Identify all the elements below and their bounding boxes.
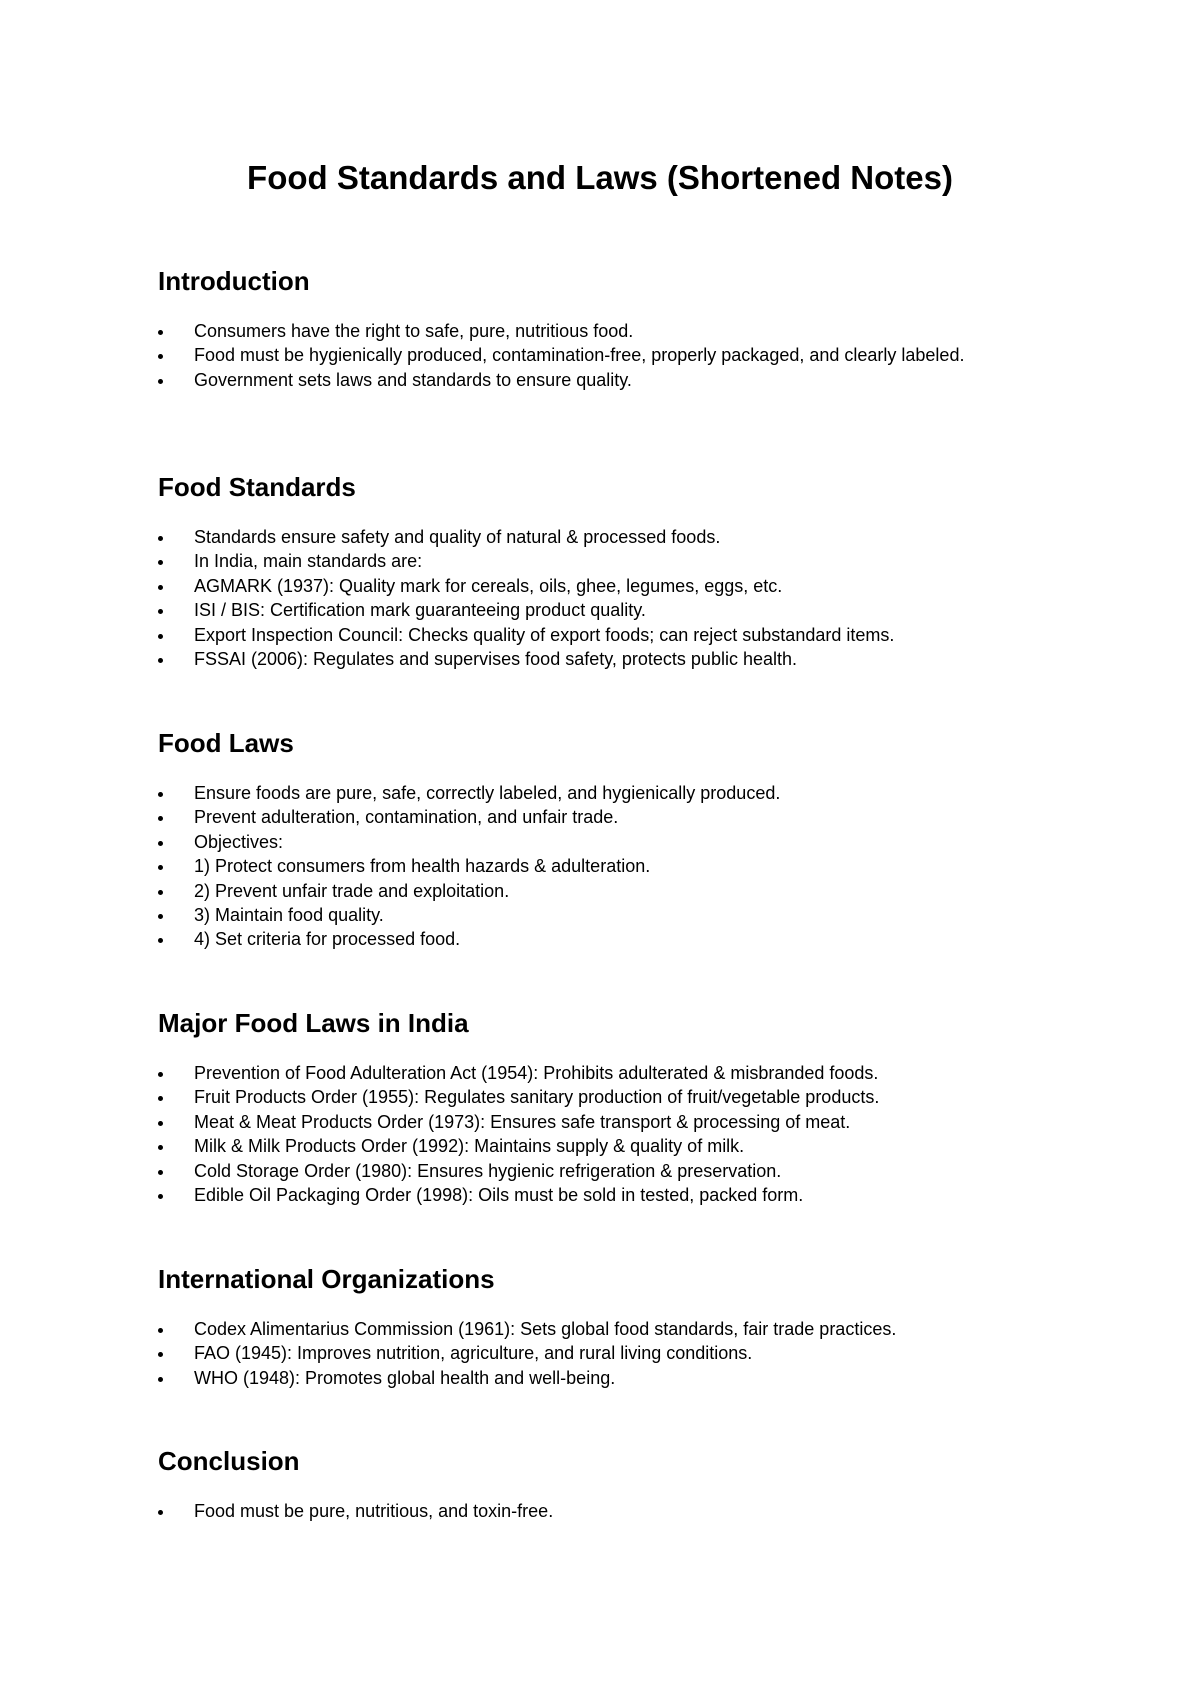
bullet-list [158,781,1058,952]
list-item: Government sets laws and standards to ensure quality. [158,368,1058,392]
bullet-icon [158,536,163,541]
bullet-icon [158,658,163,663]
page-title: Food Standards and Laws (Shortened Notes) [247,159,953,196]
list-item: Ensure foods are pure, safe, correctly labeled, and hygienically produced. [158,781,1058,805]
list-item: WHO (1948): Promotes global health and well-being. [158,1366,1058,1390]
section-heading: Major Food Laws in India [158,1008,469,1038]
bullet-icon [158,816,163,821]
bullet-icon [158,1510,163,1515]
bullet-icon [158,1145,163,1150]
bullet-icon [158,634,163,639]
list-item: Milk & Milk Products Order (1992): Maintains supply & quality of milk. [158,1134,1058,1158]
bullet-icon [158,379,163,384]
list-item: Meat & Meat Products Order (1973): Ensures safe transport & processing of meat. [158,1110,1058,1134]
list-item: FSSAI (2006): Regulates and supervises food safety, protects public health. [158,647,1058,671]
bullet-icon [158,792,163,797]
bullet-icon [158,1170,163,1175]
bullet-icon [158,938,163,943]
section-heading: Food Laws [158,728,294,758]
list-item: AGMARK (1937): Quality mark for cereals, oils, ghee, legumes, eggs, etc. [158,574,1058,598]
list-item: ISI / BIS: Certification mark guaranteeing product quality. [158,598,1058,622]
section-heading: Food Standards [158,472,356,502]
bullet-icon [158,914,163,919]
list-item: Objectives: [158,830,1058,854]
bullet-list [158,1317,1058,1390]
section-food-standards [158,471,1058,671]
list-item: Cold Storage Order (1980): Ensures hygienic refrigeration & preservation. [158,1159,1058,1183]
section-conclusion [158,1445,1058,1523]
list-item: Codex Alimentarius Commission (1961): Sets global food standards, fair trade practices. [158,1317,1058,1341]
list-item: Fruit Products Order (1955): Regulates sanitary production of fruit/vegetable products. [158,1085,1058,1109]
section-heading: Introduction [158,266,310,296]
list-item: 1) Protect consumers from health hazards & adulteration. [158,854,1058,878]
section-food-laws [158,727,1058,952]
section-introduction [158,265,1058,392]
section-heading: Conclusion [158,1446,300,1476]
bullet-icon [158,609,163,614]
list-item: 3) Maintain food quality. [158,903,1058,927]
section-international-organizations [158,1263,1058,1390]
section-major-food-laws [158,1007,1058,1207]
list-item: Standards ensure safety and quality of natural & processed foods. [158,525,1058,549]
bullet-icon [158,354,163,359]
list-item: Food must be hygienically produced, contamination-free, properly packaged, and clearly labeled. [158,343,1014,367]
list-item: Edible Oil Packaging Order (1998): Oils must be sold in tested, packed form. [158,1183,1058,1207]
list-item: Food must be pure, nutritious, and toxin-free. [158,1499,1058,1523]
bullet-icon [158,1072,163,1077]
bullet-icon [158,890,163,895]
list-item: FAO (1945): Improves nutrition, agriculture, and rural living conditions. [158,1341,1058,1365]
bullet-icon [158,1194,163,1199]
list-item: 4) Set criteria for processed food. [158,927,1058,951]
list-item: In India, main standards are: [158,549,1058,573]
bullet-icon [158,1096,163,1101]
section-heading: International Organizations [158,1264,495,1294]
list-item: Consumers have the right to safe, pure, nutritious food. [158,319,1058,343]
bullet-list [158,1061,1058,1207]
bullet-icon [158,1328,163,1333]
bullet-list [158,319,1058,392]
bullet-icon [158,1377,163,1382]
bullet-list [158,1499,1058,1523]
list-item: Prevention of Food Adulteration Act (1954): Prohibits adulterated & misbranded foods. [158,1061,1058,1085]
bullet-icon [158,585,163,590]
bullet-list [158,525,1058,671]
bullet-icon [158,1352,163,1357]
bullet-icon [158,330,163,335]
bullet-icon [158,1121,163,1126]
list-item: 2) Prevent unfair trade and exploitation. [158,879,1058,903]
bullet-icon [158,841,163,846]
bullet-icon [158,865,163,870]
bullet-icon [158,560,163,565]
list-item: Export Inspection Council: Checks quality of export foods; can reject substandard items. [158,623,1058,647]
list-item: Prevent adulteration, contamination, and unfair trade. [158,805,1058,829]
